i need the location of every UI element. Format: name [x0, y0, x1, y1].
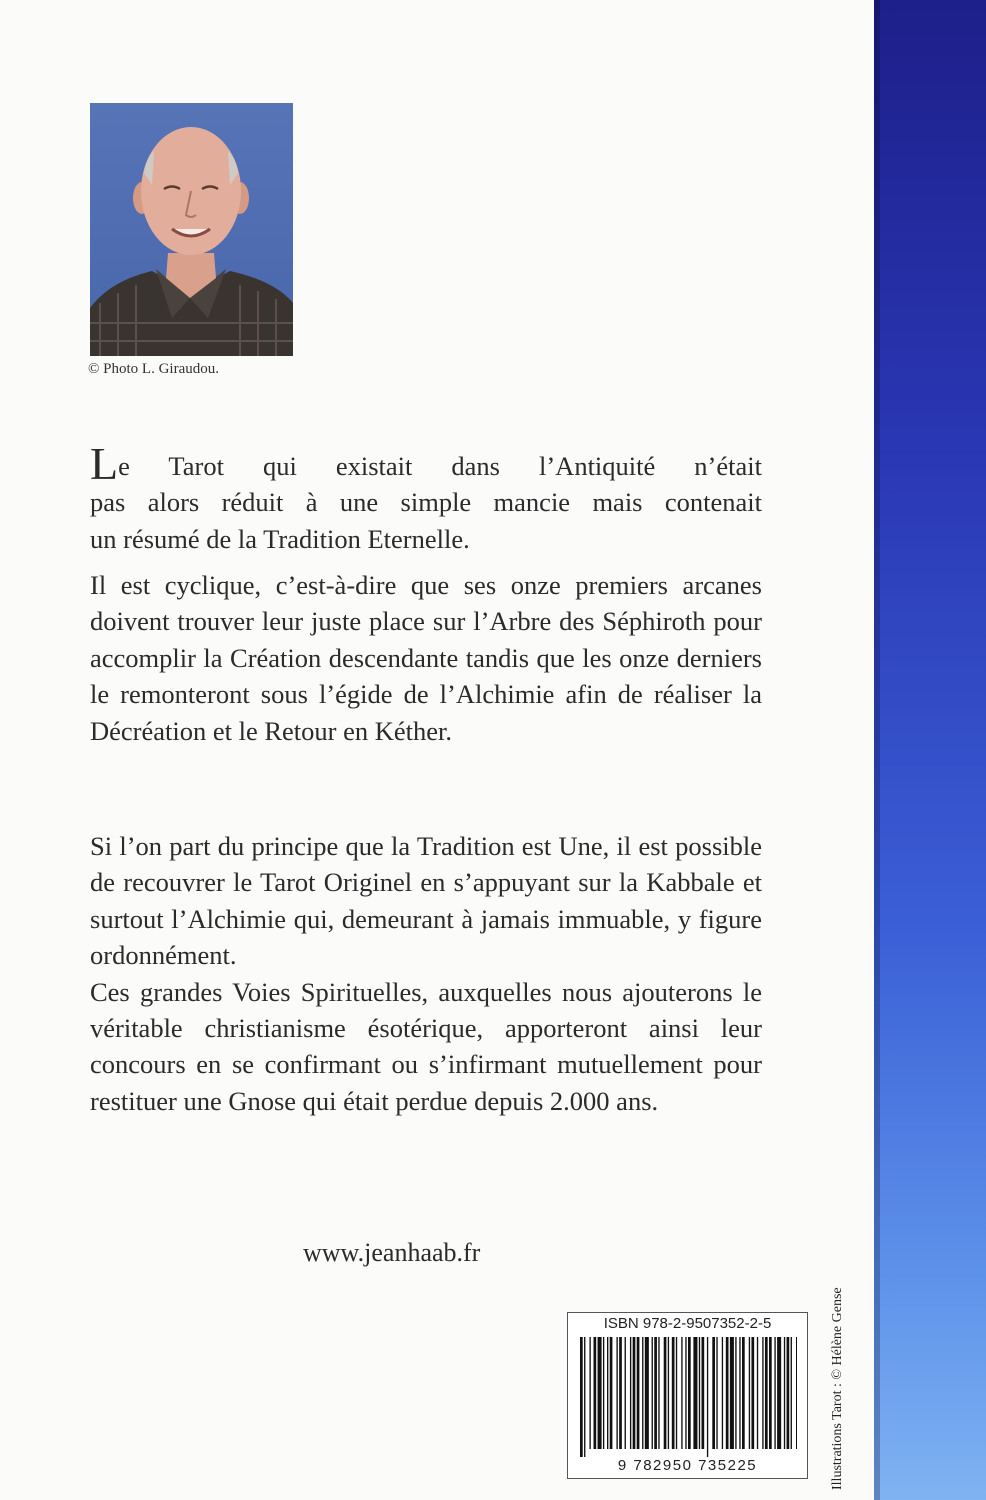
barcode-bar [735, 1337, 736, 1449]
barcode-bar [598, 1337, 602, 1449]
barcode-bar [765, 1337, 768, 1449]
barcode-bar [658, 1337, 659, 1449]
barcode-bar [625, 1337, 626, 1449]
barcode-bar [702, 1337, 705, 1449]
barcode-bar [630, 1337, 631, 1449]
drop-cap: L [90, 438, 119, 489]
isbn-label: ISBN 978-2-9507352-2-5 [603, 1315, 772, 1332]
book-spine-edge [874, 0, 986, 1500]
barcode-bar [654, 1337, 657, 1449]
paragraph-tradition-text: Si l’on part du principe que la Tradition est Une, il est possible de recouvrer le Tarot Originel en s’appuyant sur la Kabbale et surtout l’Alchimie qui, demeurant à jamais immuable, y figure ordonnément. [90, 831, 762, 971]
barcode-bar [616, 1337, 617, 1449]
barcode-bar [642, 1337, 643, 1449]
barcode-bar [784, 1337, 785, 1449]
barcode-bar [668, 1337, 669, 1449]
barcode-bar [685, 1337, 686, 1449]
barcode-bar [619, 1337, 622, 1449]
barcode-bar [676, 1337, 677, 1449]
barcode-bar [681, 1337, 682, 1449]
barcode-bar [726, 1337, 729, 1449]
barcode-bar [796, 1337, 797, 1449]
barcode-bar [693, 1337, 697, 1449]
barcode-bar [652, 1337, 653, 1449]
paragraph-tradition [90, 828, 762, 1119]
barcode-bar [607, 1337, 608, 1449]
barcode-bar [749, 1337, 750, 1449]
website-url[interactable]: www.jeanhaab.fr [303, 1238, 481, 1267]
barcode-bar [672, 1337, 675, 1449]
photo-caption: © Photo L. Giraudou. [88, 361, 219, 377]
barcode-bar [787, 1337, 790, 1449]
barcode-bar [603, 1337, 604, 1449]
barcode-bar [637, 1337, 640, 1449]
isbn-barcode-box [567, 1312, 808, 1479]
barcode-bar [716, 1337, 717, 1449]
barcode-bar [589, 1337, 590, 1449]
barcode-bar [633, 1337, 636, 1449]
intro-paragraph [90, 438, 762, 557]
barcode-bar [584, 1337, 585, 1457]
barcode-bar [762, 1337, 763, 1449]
barcode-bar [774, 1337, 775, 1449]
paragraph-cyclic [90, 567, 762, 749]
author-photo [90, 103, 293, 356]
barcode-bar [707, 1337, 708, 1457]
barcode-bar [688, 1337, 691, 1449]
intro-line-1: Le Tarot qui existait dans l’Antiquité n’était [90, 438, 762, 489]
illustration-credit: Illustrations Tarot : © Hélène Gense [830, 1287, 845, 1490]
isbn-digits: 9 782950 735225 [617, 1457, 758, 1474]
paragraph-cyclic-text: Il est cyclique, c’est-à-dire que ses onze premiers arcanes doivent trouver leur juste place sur l’Arbre des Séphiroth pour accomplir la Création descendante tandis que les onze derniers le remonteront sous l’égide de l’Alchimie afin de réaliser la Décréation et le Retour en Kéther. [90, 570, 762, 746]
barcode-bar [791, 1337, 792, 1449]
barcode-bar [777, 1337, 781, 1449]
intro-line-3: un résumé de la Tradition Eternelle. [90, 523, 470, 554]
barcode-bar [730, 1337, 734, 1449]
barcode-bar [742, 1337, 745, 1449]
author-portrait-illustration [90, 103, 293, 356]
barcode-bar [712, 1337, 715, 1449]
barcode-bar [751, 1337, 754, 1449]
barcode-bar [580, 1337, 583, 1457]
barcode-bar [664, 1337, 667, 1449]
intro-line-2: pas alors réduit à une simple mancie mais contenait [90, 487, 762, 518]
barcode-bar [610, 1337, 613, 1449]
barcode-bar [769, 1337, 772, 1449]
barcode-bar [594, 1337, 597, 1449]
barcode-bar [739, 1337, 740, 1449]
barcode-bar [699, 1337, 700, 1449]
paragraph-voies-text: Ces grandes Voies Spirituelles, auxquelles nous ajouterons le véritable christianisme ésotérique, apporteront ainsi leur concours en se confirmant ou s’infirmant mutuellement pour restituer une Gnose qui était perdue depuis 2.000 ans. [90, 976, 762, 1116]
barcode-bar [757, 1337, 758, 1449]
barcode-bar [722, 1337, 723, 1449]
barcode-icon [580, 1337, 797, 1457]
barcode-bar [645, 1337, 649, 1449]
